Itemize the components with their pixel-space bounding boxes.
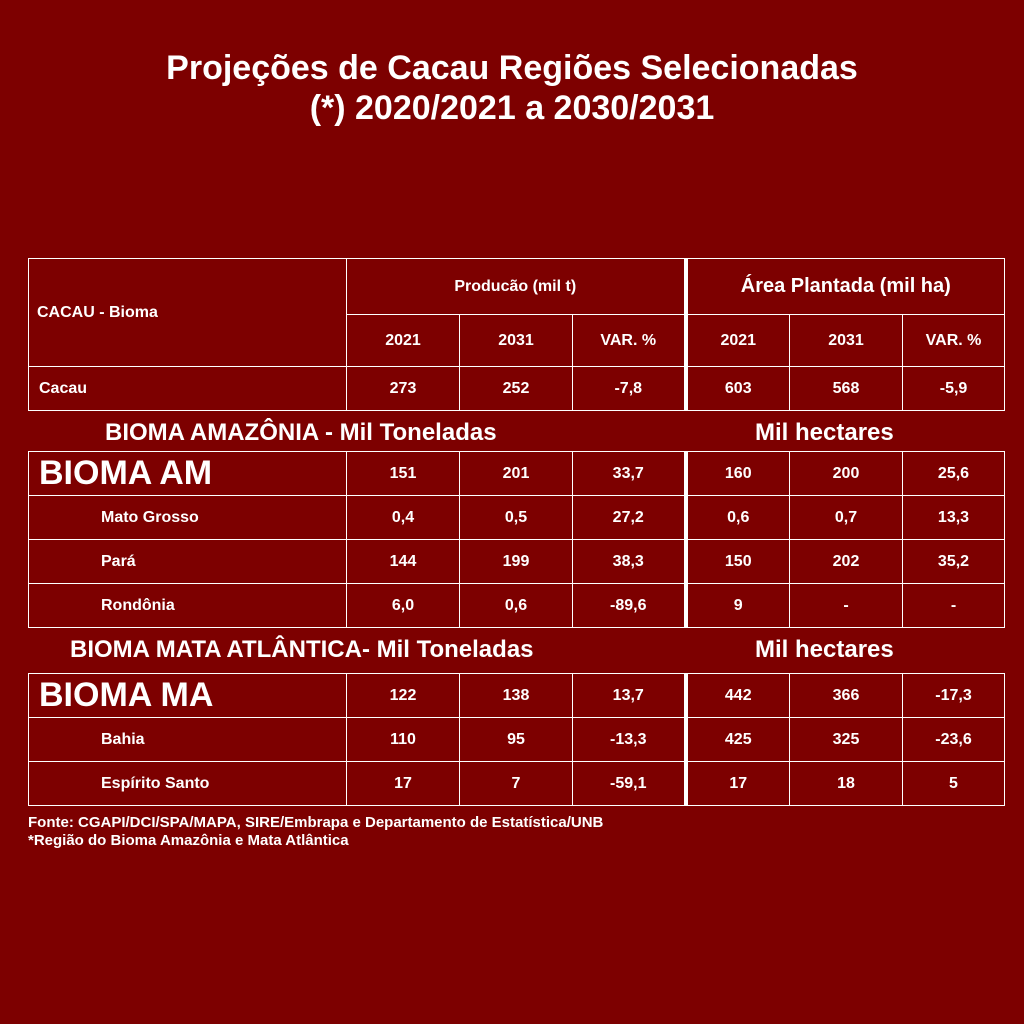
row-label-bioma-ma: BIOMA MA (29, 674, 347, 718)
table-cell: 17 (686, 762, 790, 806)
row-label-mato-grosso: Mato Grosso (29, 496, 347, 540)
table-row (29, 584, 1005, 628)
table-cell: -17,3 (903, 674, 1005, 718)
table-cell: 35,2 (903, 540, 1005, 584)
header-table (28, 258, 1005, 411)
table-cell: 110 (347, 718, 460, 762)
bioma-header-label: CACAU - Bioma (29, 259, 347, 367)
table-cell: 9 (686, 584, 790, 628)
col-header-area-2021: 2021 (686, 315, 790, 367)
table-cell: 252 (460, 367, 573, 411)
table-cell: 25,6 (903, 452, 1005, 496)
table-cell: 0,6 (686, 496, 790, 540)
row-label-para: Pará (29, 540, 347, 584)
table-cell: 568 (790, 367, 903, 411)
table-row (29, 496, 1005, 540)
col-header-area-var: VAR. % (903, 315, 1005, 367)
area-header: Área Plantada (mil ha) (686, 259, 1005, 315)
producao-header: Producão (mil t) (347, 259, 686, 315)
table-cell: - (790, 584, 903, 628)
table-cell: 144 (347, 540, 460, 584)
section-amazonia-unit: Mil hectares (755, 419, 894, 446)
title-line-1: Projeções de Cacau Regiões Selecionadas (166, 49, 858, 87)
table-cell: 13,7 (573, 674, 686, 718)
table-cell: -13,3 (573, 718, 686, 762)
row-label-bahia: Bahia (29, 718, 347, 762)
title-line-2: (*) 2020/2021 a 2030/2031 (309, 89, 715, 127)
table-cell: 425 (686, 718, 790, 762)
amazonia-table (28, 451, 1005, 628)
table-cell: 0,4 (347, 496, 460, 540)
page-title (0, 48, 1024, 128)
table-cell: 151 (347, 452, 460, 496)
table-cell: -7,8 (573, 367, 686, 411)
table-cell: 18 (790, 762, 903, 806)
table-cell: -5,9 (903, 367, 1005, 411)
table-cell: 603 (686, 367, 790, 411)
table-cell: 200 (790, 452, 903, 496)
table-cell: 0,5 (460, 496, 573, 540)
table-cell: 13,3 (903, 496, 1005, 540)
table-row (29, 367, 1005, 411)
row-label-bioma-am: BIOMA AM (29, 452, 347, 496)
table-cell: 0,7 (790, 496, 903, 540)
table-cell: -59,1 (573, 762, 686, 806)
table-cell: 325 (790, 718, 903, 762)
table-row (29, 452, 1005, 496)
table-cell: 199 (460, 540, 573, 584)
mata-atlantica-table (28, 673, 1005, 806)
table-cell: -89,6 (573, 584, 686, 628)
table-cell: 138 (460, 674, 573, 718)
section-mata-unit: Mil hectares (755, 636, 894, 663)
table-cell: 366 (790, 674, 903, 718)
table-row (29, 674, 1005, 718)
footer (28, 814, 603, 850)
section-amazonia-title: BIOMA AMAZÔNIA - Mil Toneladas (105, 419, 497, 446)
section-mata-title: BIOMA MATA ATLÂNTICA- Mil Toneladas (70, 636, 534, 663)
table-cell: 122 (347, 674, 460, 718)
table-cell: 33,7 (573, 452, 686, 496)
col-header-area-2031: 2031 (790, 315, 903, 367)
col-header-prod-2031: 2031 (460, 315, 573, 367)
col-header-prod-var: VAR. % (573, 315, 686, 367)
table-cell: -23,6 (903, 718, 1005, 762)
table-row (29, 762, 1005, 806)
table-cell: 273 (347, 367, 460, 411)
table-cell: 6,0 (347, 584, 460, 628)
table-cell: 160 (686, 452, 790, 496)
footer-note: *Região do Bioma Amazônia e Mata Atlântica (28, 832, 349, 849)
table-row (29, 540, 1005, 584)
table-cell: 95 (460, 718, 573, 762)
table-cell: 202 (790, 540, 903, 584)
row-label-espirito-santo: Espírito Santo (29, 762, 347, 806)
table-cell: 150 (686, 540, 790, 584)
table-cell: 442 (686, 674, 790, 718)
col-header-prod-2021: 2021 (347, 315, 460, 367)
footer-source: Fonte: CGAPI/DCI/SPA/MAPA, SIRE/Embrapa e Departamento de Estatística/UNB (28, 814, 604, 831)
table-cell: 5 (903, 762, 1005, 806)
table-cell: 7 (460, 762, 573, 806)
table-cell: 201 (460, 452, 573, 496)
table-cell: 0,6 (460, 584, 573, 628)
table-row (29, 718, 1005, 762)
row-label-rondonia: Rondônia (29, 584, 347, 628)
table-cell: 27,2 (573, 496, 686, 540)
row-label-cacau: Cacau (29, 367, 347, 411)
table-cell: 38,3 (573, 540, 686, 584)
table-cell: 17 (347, 762, 460, 806)
table-cell: - (903, 584, 1005, 628)
